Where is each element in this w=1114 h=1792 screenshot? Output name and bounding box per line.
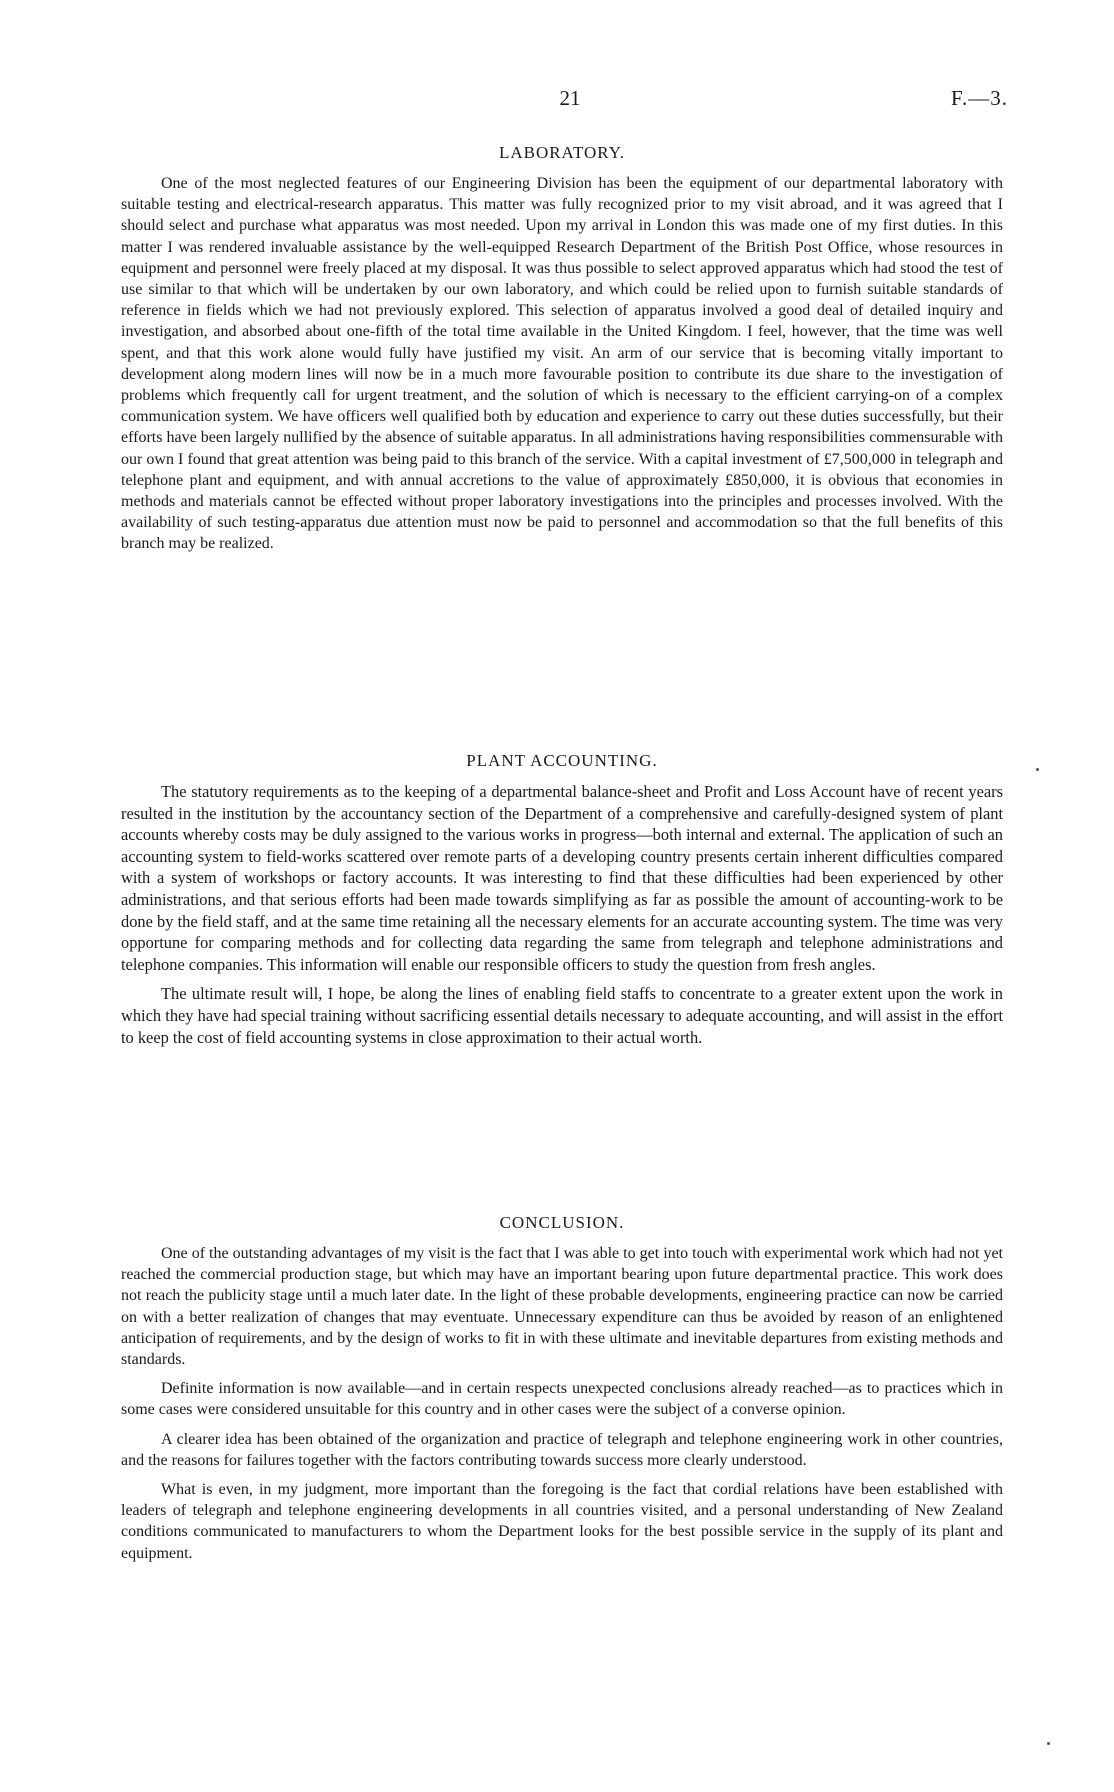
section-plant-accounting bbox=[121, 751, 1003, 1056]
section-title-conclusion: CONCLUSION. bbox=[499, 1213, 625, 1232]
scan-speck bbox=[1036, 768, 1039, 771]
section-laboratory bbox=[121, 143, 1003, 563]
document-reference: F.—3. bbox=[951, 86, 1008, 110]
laboratory-paragraph-1: One of the most neglected features of our Engineering Division has been the equipment of our departmental laboratory with suitable testing and electrical-research apparatus. This matter was fully recognized prior to my visit abroad, and it was agreed that I should select and purchase what apparatus was most needed. Upon my arrival in London this was made one of my first duties. In this matter I was rendered invaluable assistance by the well-equipped Research Department of the British Post Office, whose resources in equipment and personnel were freely placed at my disposal. It was thus possible to select approved apparatus which had stood the test of use similar to that which will be undertaken by our own laboratory, and which could be relied upon to furnish suitable standards of reference in fields which we had not previously explored. This selection of apparatus involved a good deal of detailed inquiry and investigation, and absorbed about one-fifth of the total time available in the United Kingdom. I feel, however, that the time was well spent, and that this work alone would fully have justified my visit. An arm of our service that is becoming vitally important to development along modern lines will now be in a much more favourable position to contribute its due share to the investigation of problems which frequently call for urgent treatment, and the solution of which is necessary to the efficient carrying-on of a complex communication system. We have officers well qualified both by education and experience to carry out these duties successfully, but their efforts have been largely nullified by the absence of suitable apparatus. In all administrations having responsibilities commensurable with our own I found that great attention was being paid to this branch of the service. With a capital investment of £7,500,000 in telegraph and telephone plant and equipment, and with annual accretions to the value of approximately £850,000, it is obvious that economies in methods and materials cannot be effected without proper laboratory investigations into the principles and processes involved. With the availability of such testing-apparatus due attention must now be paid to personnel and accommodation so that the full benefits of this branch may be realized. bbox=[121, 175, 1003, 553]
scan-speck bbox=[1047, 1742, 1050, 1745]
plant-accounting-paragraph-2: The ultimate result will, I hope, be along the lines of enabling field staffs to concentrate to a greater extent upon the work in which they have had special training without sacrificing essential details necessary to adequate accounting, and will assist in the effort to keep the cost of field accounting systems in close approximation to their actual worth. bbox=[121, 984, 1003, 1047]
plant-accounting-paragraph-1: The statutory requirements as to the keeping of a departmental balance-sheet and Profit and Loss Account have of recent years resulted in the institution by the accountancy section of the Department of a comprehensive and carefully-designed system of plant accounts whereby costs may be duly assigned to the various works in progress—both internal and external. The application of such an accounting system to field-works scattered over remote parts of a developing country presents certain inherent difficulties compared with a system of workshops or factory accounts. It was interesting to find that these difficulties had been experienced by other administrations, and that serious efforts had been made towards simplifying as far as possible the amount of accounting-work to be done by the field staff, and at the same time retaining all the necessary elements for an accurate accounting system. The time was very opportune for comparing methods and for collecting data regarding the same from telegraph and telephone administrations and telephone companies. This information will enable our responsible officers to study the question from fresh angles. bbox=[121, 782, 1003, 974]
page-number: 21 bbox=[559, 86, 581, 110]
section-title-laboratory: LABORATORY. bbox=[498, 143, 626, 162]
section-title-plant-accounting: PLANT ACCOUNTING. bbox=[466, 751, 658, 770]
conclusion-paragraph-3: A clearer idea has been obtained of the organization and practice of telegraph and telephone engineering work in other countries, and the reasons for failures together with the factors contributing towards success more clearly understood. bbox=[121, 1430, 1003, 1469]
page-header bbox=[0, 86, 1114, 116]
conclusion-paragraph-1: One of the outstanding advantages of my visit is the fact that I was able to get into touch with experimental work which had not yet reached the commercial production stage, but which may have an important bearing upon future departmental practice. This work does not reach the publicity stage until a much later date. In the light of these probable developments, engineering practice can now be carried on with a better realization of changes that may eventuate. Unnecessary expenditure can thus be avoided by reason of an enlightened anticipation of requirements, and by the design of works to fit in with these ultimate and inevitable departures from existing methods and standards. bbox=[121, 1245, 1003, 1369]
section-conclusion bbox=[121, 1213, 1003, 1572]
conclusion-paragraph-2: Definite information is now available—and in certain respects unexpected conclusions already reached—as to practices which in some cases were considered unsuitable for this country and in other cases were the subject of a converse opinion. bbox=[121, 1380, 1003, 1419]
conclusion-paragraph-4: What is even, in my judgment, more important than the foregoing is the fact that cordial relations have been established with leaders of telegraph and telephone engineering developments in all countries visited, and a personal understanding of New Zealand conditions communicated to manufacturers to whom the Department looks for the best possible service in the supply of its plant and equipment. bbox=[121, 1481, 1003, 1562]
